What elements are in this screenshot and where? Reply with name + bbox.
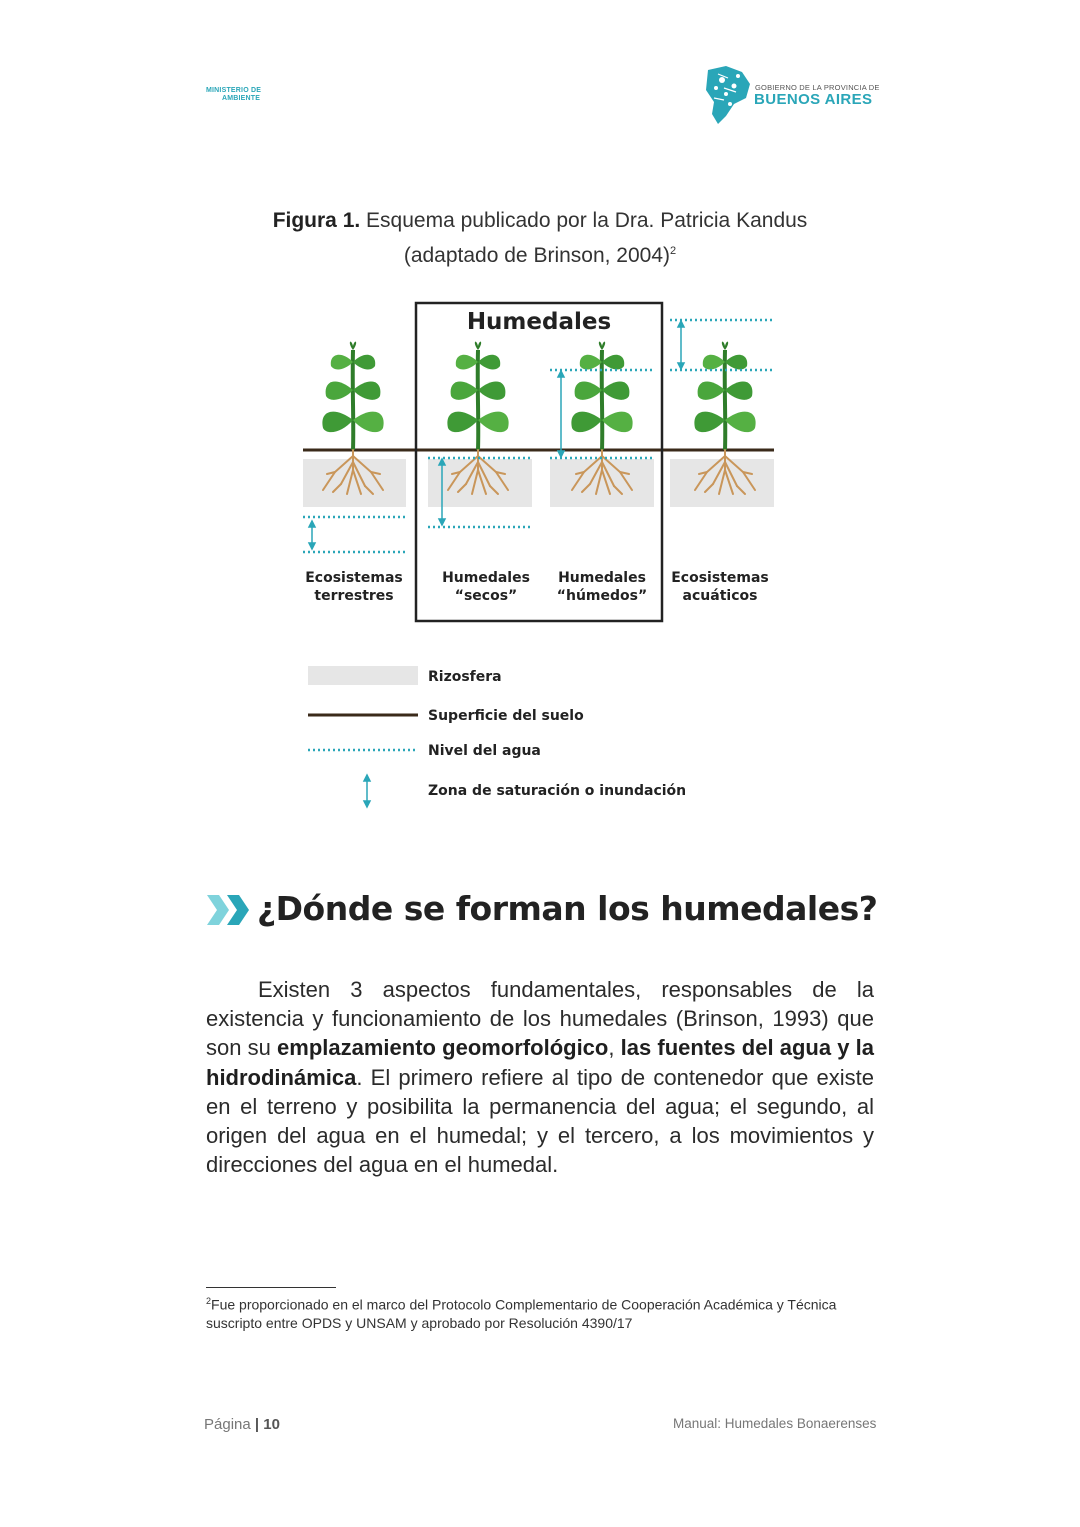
- caption-text: Esquema publicado por la Dra. Patricia Kandus: [360, 209, 808, 232]
- footnote: [206, 1292, 886, 1332]
- para-bold-2: las fuentes del agua y la hidrodinámica: [206, 1035, 874, 1090]
- legend-water: Nivel del agua: [428, 743, 541, 759]
- col-3-line2: “húmedos”: [556, 588, 648, 604]
- caption-ref: 2: [670, 245, 677, 257]
- col-2-line1: Humedales: [442, 570, 530, 586]
- box-title: Humedales: [466, 309, 612, 335]
- wetland-diagram: [290, 295, 790, 830]
- footer-manual-title: Manual: Humedales Bonaerenses: [673, 1416, 877, 1431]
- col-4-line2: acuáticos: [682, 588, 758, 604]
- legend-rhizosphere: Rizosfera: [428, 669, 502, 685]
- page-number-value: 10: [263, 1416, 280, 1433]
- col-4-line1: Ecosistemas: [671, 570, 769, 586]
- para-sep: ,: [608, 1035, 621, 1061]
- footnote-rule: [206, 1287, 336, 1288]
- legend-soil: Superficie del suelo: [428, 708, 584, 724]
- caption-line2: (adaptado de Brinson, 2004): [403, 244, 671, 267]
- legend-saturation: Zona de saturación o inundación: [428, 783, 687, 799]
- col-2-line2: “secos”: [454, 588, 518, 604]
- page-label: Página: [204, 1416, 251, 1433]
- body-paragraph: [206, 975, 874, 1179]
- ministry-line2: AMBIENTE: [222, 95, 261, 102]
- gov-small-text: GOBIERNO DE LA PROVINCIA DE: [755, 83, 880, 92]
- para-intro: Existen 3 aspectos fundamentales, responsables de la existencia y funcionamiento de los humedales (Brinson, 1993) que son su: [206, 977, 874, 1061]
- footnote-ref: 2: [206, 1296, 212, 1306]
- legend-rhizosphere-swatch: [308, 666, 418, 685]
- page-separator: |: [250, 1416, 264, 1433]
- ministry-line1: MINISTERIO DE: [206, 87, 262, 94]
- para-rest: . El primero refiere al tipo de contenedor que existe en el terreno y posibilita la permanencia del agua; el segundo, al origen del agua en el humedal; y el tercero, a los movimientos y direcciones del agua en el humedal.: [206, 1064, 874, 1178]
- legend-arrow-icon: [364, 775, 370, 807]
- para-bold-1: emplazamiento geomorfológico: [277, 1035, 609, 1061]
- figure-caption: [200, 206, 880, 271]
- gov-big-text: BUENOS AIRES: [754, 91, 873, 108]
- col-1-line2: terrestres: [314, 588, 394, 604]
- caption-bold: Figura 1.: [272, 209, 361, 232]
- page-number: [204, 1416, 280, 1433]
- col-1-line1: Ecosistemas: [305, 570, 403, 586]
- section-title: ¿Dónde se forman los humedales?: [257, 889, 878, 928]
- footnote-text: Fue proporcionado en el marco del Protocolo Complementario de Cooperación Académica y Técnica suscripto entre OPDS y UNSAM y aprobado por Resolución 4390/17: [206, 1296, 837, 1331]
- col-3-line1: Humedales: [558, 570, 646, 586]
- ministry-logo: [206, 87, 261, 103]
- double-chevron-icon: [205, 893, 253, 927]
